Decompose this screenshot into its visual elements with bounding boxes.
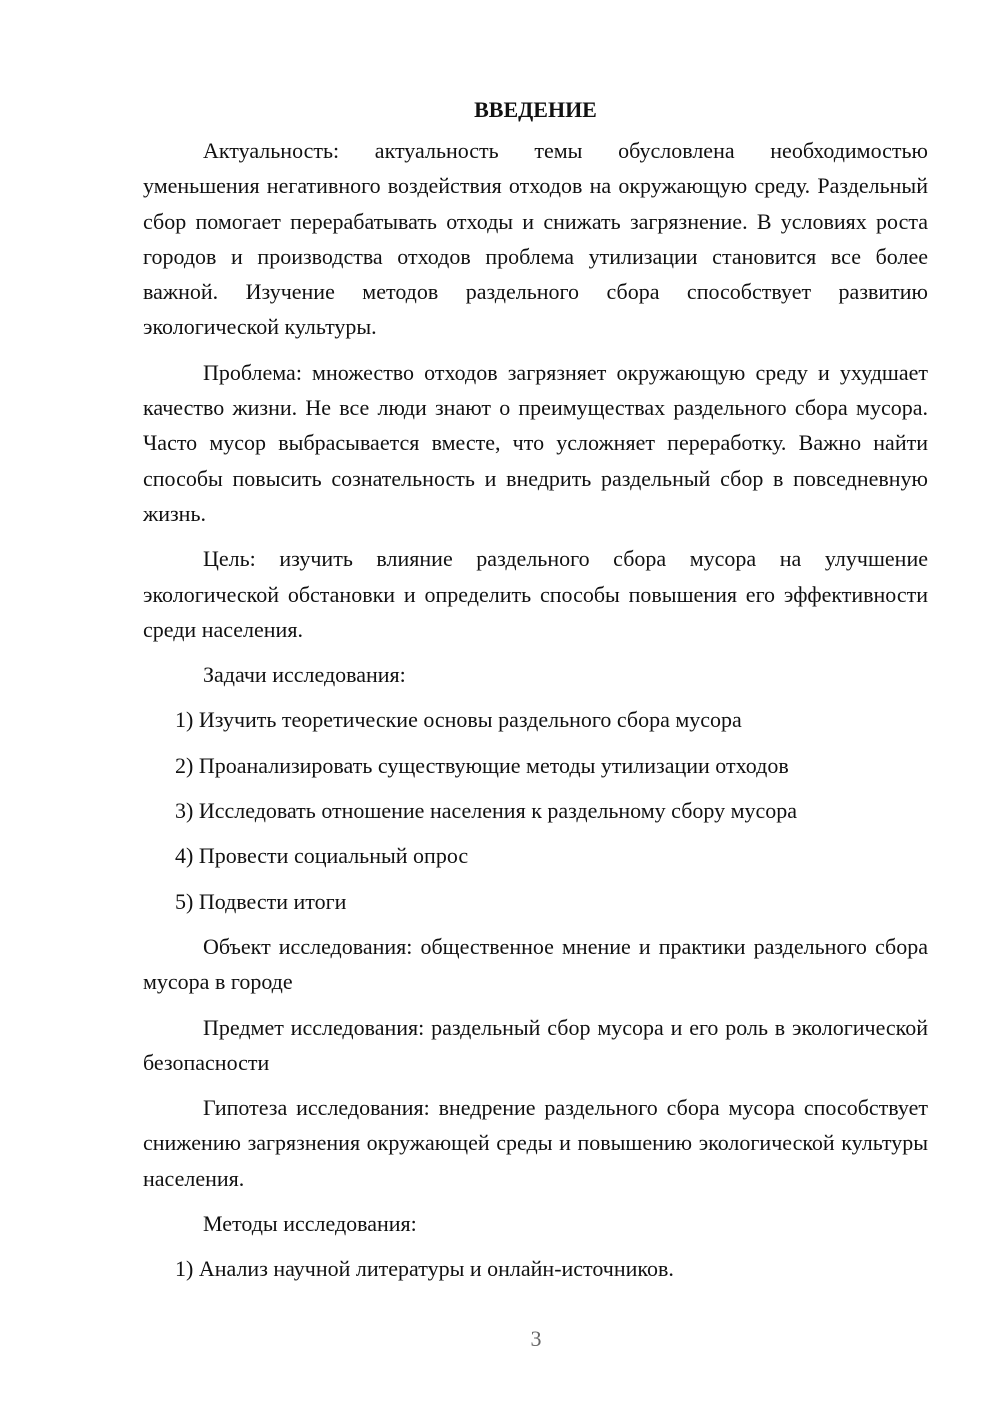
task-item: 3) Исследовать отношение населения к раздельному сбору мусора <box>175 798 798 824</box>
tasks-list <box>143 702 928 918</box>
hypothesis-paragraph: Гипотеза исследования: внедрение раздельного сбора мусора способствует снижению загрязнения окружающей среды и повышению экологической культуры населения. <box>143 1095 928 1191</box>
methods-label: Методы исследования: <box>203 1211 417 1237</box>
task-item: 5) Подвести итоги <box>175 888 347 914</box>
subject-paragraph: Предмет исследования: раздельный сбор мусора и его роль в экологической безопасности <box>143 1014 928 1075</box>
task-item: 1) Изучить теоретические основы раздельного сбора мусора <box>175 707 742 733</box>
document-page <box>143 90 928 1297</box>
goal-paragraph: Цель: изучить влияние раздельного сбора мусора на улучшение экологической обстановки и определить способы повышения его эффективности среди населения. <box>143 546 928 642</box>
method-item: 1) Анализ научной литературы и онлайн-источников. <box>175 1256 674 1282</box>
tasks-label: Задачи исследования: <box>203 662 406 688</box>
page-number: 3 <box>530 1326 542 1351</box>
task-item: 2) Проанализировать существующие методы утилизации отходов <box>175 752 789 778</box>
page-title: ВВЕДЕНИЕ <box>474 97 597 122</box>
methods-list <box>143 1251 928 1286</box>
relevance-paragraph: Актуальность: актуальность темы обусловлена необходимостью уменьшения негативного воздействия отходов на окружающую среду. Раздельный сбор помогает перерабатывать отходы и снижать загрязнение. В условиях роста городов и производства отходов проблема утилизации становится все более важной. Изучение методов раздельного сбора способствует развитию экологической культуры. <box>143 138 928 340</box>
object-paragraph: Объект исследования: общественное мнение и практики раздельного сбора мусора в городе <box>143 933 928 995</box>
task-item: 4) Провести социальный опрос <box>175 843 469 869</box>
problem-paragraph: Проблема: множество отходов загрязняет окружающую среду и ухудшает качество жизни. Не все люди знают о преимуществах раздельного сбора мусора. Часто мусор выбрасывается вместе, что усложняет переработку. Важно найти способы повысить сознательность и внедрить раздельный сбор в повседневную жизнь. <box>143 359 928 526</box>
